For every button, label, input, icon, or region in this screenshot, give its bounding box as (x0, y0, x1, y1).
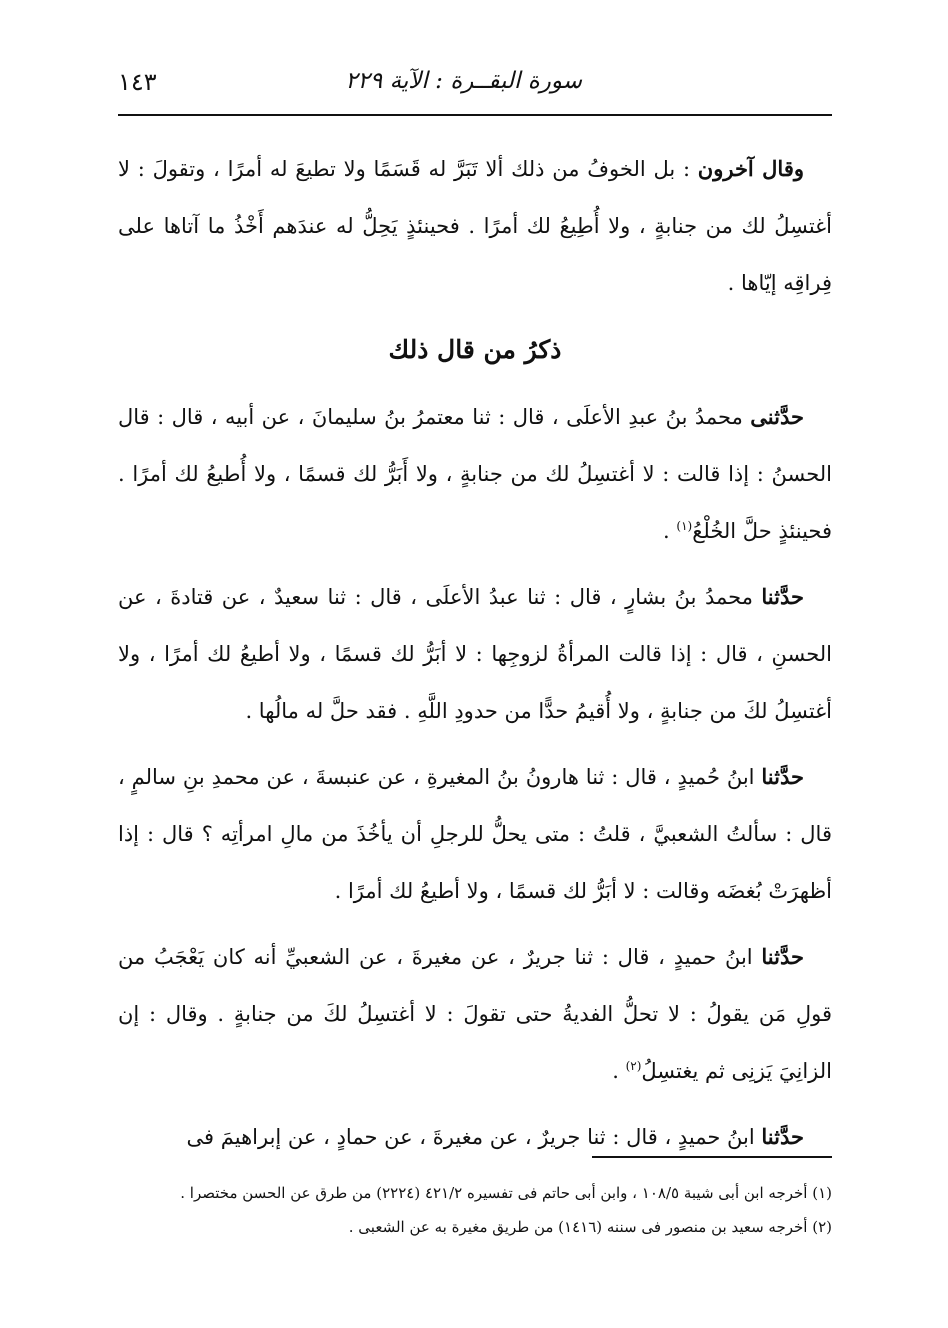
paragraph-text: : بل الخوفُ من ذلك ألا تَبَرَّ له قَسَمًا ولا تطيعَ له أمرًا ، وتقولَ : لا أغتسِلُ لك من جنابةٍ ، ولا أُطِيعُ لك أمرًا . فحينئذٍ يَحِلُّ له عندَهم أَخْذُ ما آتاها على فِراقِه إيّاها . (118, 157, 832, 295)
paragraph-text: محمدُ بنُ بشارٍ ، قال : ثنا عبدُ الأعلَى ، قال : ثنا سعيدٌ ، عن قتادةَ ، عن الحسنِ ، قال : إذا قالت المرأةُ لزوجِها : لا أبَرُّ لك قسمًا ، ولا أطيعُ لك أمرًا ، ولا أغتسِلُ لكَ من جنابةٍ ، ولا أُقيمُ حدًّا من حدودِ اللَّهِ . فقد حلَّ له مالُها . (118, 585, 832, 723)
header-rule (118, 114, 832, 116)
paragraph-2 (118, 388, 832, 560)
paragraph-tail: . (612, 1059, 626, 1083)
paragraph-5 (118, 928, 832, 1100)
paragraph-lead: حدَّثنا (761, 764, 804, 789)
footnote-rule (592, 1156, 832, 1158)
paragraph-text: ابنُ حُميدٍ ، قال : ثنا هارونُ بنُ المغيرةِ ، عن عنبسةَ ، عن محمدِ بنِ سالمٍ ، قال : سألتُ الشعبيَّ ، قلتُ : متى يحلُّ للرجلِ أن يأخُذَ من مالِ امرأتِه ؟ قال : إذا أظهرَتْ بُغضَه وقالت : لا أبَرُّ لك قسمًا ، ولا أطيعُ لك أمرًا . (118, 765, 832, 903)
paragraph-lead: حدَّثنا (761, 944, 804, 969)
page-number: ١٤٣ (118, 68, 157, 96)
paragraph-lead: حدَّثنا (761, 1124, 804, 1149)
paragraph-tail: . (663, 519, 677, 543)
paragraph-text: ابنُ حميدٍ ، قال : ثنا جريرٌ ، عن مغيرةَ ، عن الشعبيِّ أنه كان يَعْجَبُ من قولِ مَن يقولُ : لا تحلُّ الفديةُ حتى تقولَ : لا أغتسِلُ لكَ من جنابةٍ . وقال : إن الزانِيَ يَزنِى ثم يغتسِلُ (118, 945, 832, 1083)
section-heading: ذكرُ من قال ذلك (388, 335, 562, 364)
footnote-2: (٢) أخرجه سعيد بن منصور فى سننه (١٤١٦) من طريق مغيرة به عن الشعبى . (348, 1218, 832, 1236)
footnote-marker: (٢) (625, 1059, 642, 1073)
footnote-1: (١) أخرجه ابن أبى شيبة ٥/‏١٠٨ ، وابن أبى حاتم فى تفسيره ٢/‏٤٢١ (٢٢٢٤) من طرق عن الحسن مختصرا . (180, 1184, 832, 1202)
running-head (118, 62, 832, 112)
paragraph-text: محمدُ بنُ عبدِ الأعلَى ، قال : ثنا معتمرُ بنُ سليمانَ ، عن أبيه ، قال : قال الحسنُ : إذا قالت : لا أغتسِلُ لك من جنابةٍ ، ولا أَبَرُّ لك قسمًا ، ولا أُطيعُ لك أمرًا . فحينئذٍ حلَّ الخُلْعُ (118, 405, 832, 543)
running-title: سورة البقــرة : الآية ٢٢٩ (345, 68, 582, 94)
paragraph-text: ابنُ حميدٍ ، قال : ثنا جريرٌ ، عن مغيرةَ ، عن حمادٍ ، عن إبراهيمَ فى (186, 1125, 762, 1149)
paragraph-1 (118, 140, 832, 312)
main-text (118, 140, 832, 1174)
footnote-marker: (١) (676, 519, 693, 533)
paragraph-lead: حدَّثنا (761, 584, 804, 609)
paragraph-lead: حدَّثنى (750, 404, 804, 429)
footnotes (118, 1176, 832, 1244)
paragraph-3 (118, 568, 832, 740)
paragraph-4 (118, 748, 832, 920)
paragraph-lead: وقال آخرون (697, 156, 804, 181)
